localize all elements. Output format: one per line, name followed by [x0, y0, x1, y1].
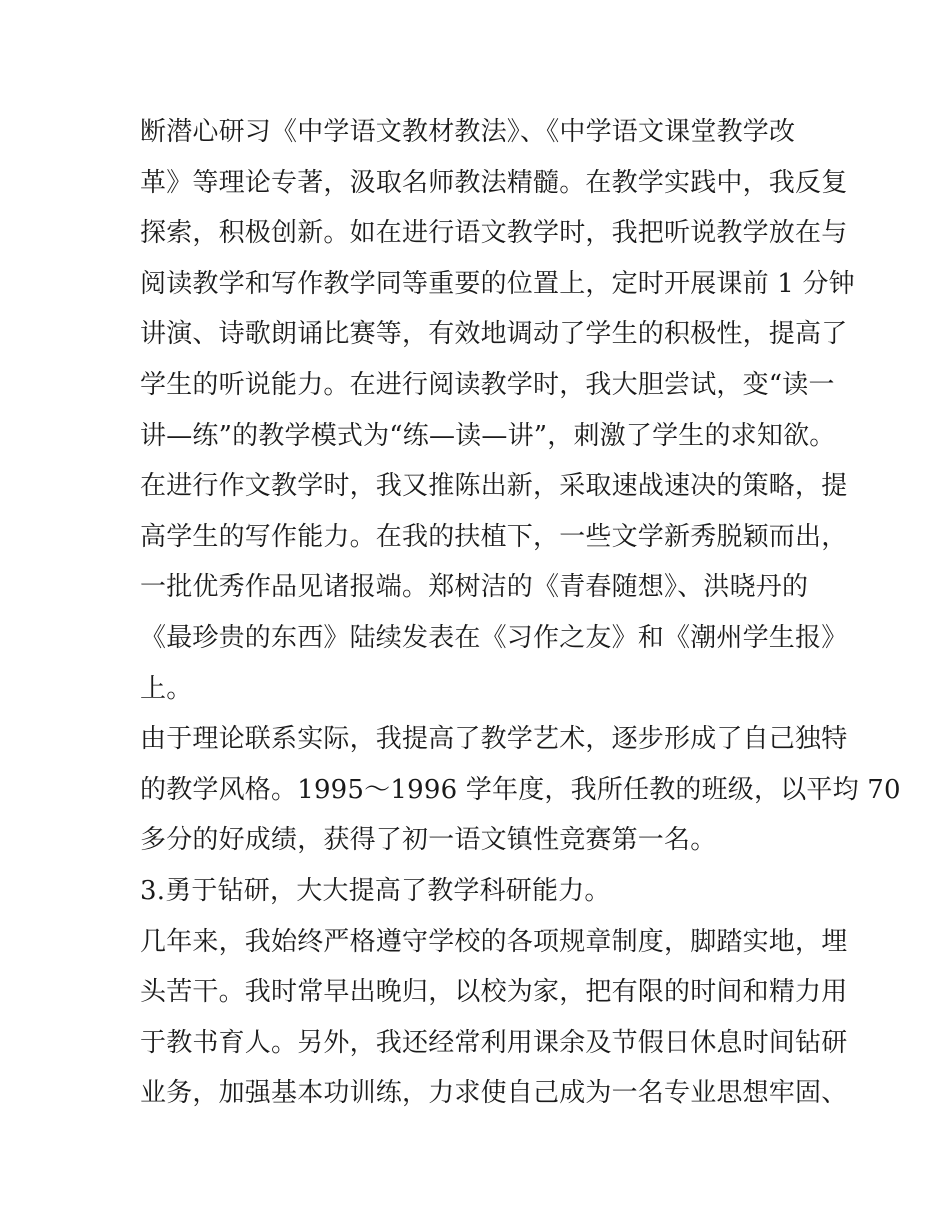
text-line: 于教书育人。另外，我还经常利用课余及节假日休息时间钻研: [140, 1027, 848, 1058]
text-line: 几年来，我始终严格遵守学校的各项规章制度，脚踏实地，埋: [140, 926, 848, 957]
text-line: 上。: [140, 673, 193, 704]
text-line: 讲演、诗歌朗诵比赛等，有效地调动了学生的积极性，提高了: [140, 319, 848, 350]
text-line: 阅读教学和写作教学同等重要的位置上，定时开展课前 1 分钟: [140, 268, 855, 299]
text-line: 学生的听说能力。在进行阅读教学时，我大胆尝试，变“读一: [140, 369, 835, 400]
text-line: 《最珍贵的东西》陆续发表在《习作之友》和《潮州学生报》: [140, 622, 848, 653]
text-line: 讲—练”的教学模式为“练—读—讲”，刺激了学生的求知欲。: [140, 420, 836, 451]
text-line: 由于理论联系实际，我提高了教学艺术，逐步形成了自己独特: [140, 724, 848, 755]
text-line: 断潜心研习《中学语文教材教法》、《中学语文课堂教学改: [140, 117, 796, 147]
text-line: 革》等理论专著，汲取名师教法精髓。在教学实践中，我反复: [140, 167, 848, 198]
body-text: [140, 107, 901, 1119]
text-line: 头苦干。我时常早出晚归，以校为家，把有限的时间和精力用: [140, 977, 848, 1008]
text-line: 在进行作文教学时，我又推陈出新，采取速战速决的策略，提: [140, 471, 848, 502]
section-heading: 3.勇于钻研，大大提高了教学科研能力。: [140, 875, 611, 906]
text-line: 一批优秀作品见诸报端。郑树洁的《青春随想》、洪晓丹的: [140, 572, 809, 603]
text-line: 业务，加强基本功训练，力求使自己成为一名专业思想牢固、: [140, 1078, 848, 1109]
text-line: 多分的好成绩，获得了初一语文镇性竞赛第一名。: [140, 825, 717, 856]
text-line: 高学生的写作能力。在我的扶植下，一些文学新秀脱颖而出，: [140, 521, 848, 552]
text-line: 的教学风格。1995～1996 学年度，我所任教的班级，以平均 70: [140, 774, 901, 805]
text-line: 探索，积极创新。如在进行语文教学时，我把听说教学放在与: [140, 218, 848, 249]
